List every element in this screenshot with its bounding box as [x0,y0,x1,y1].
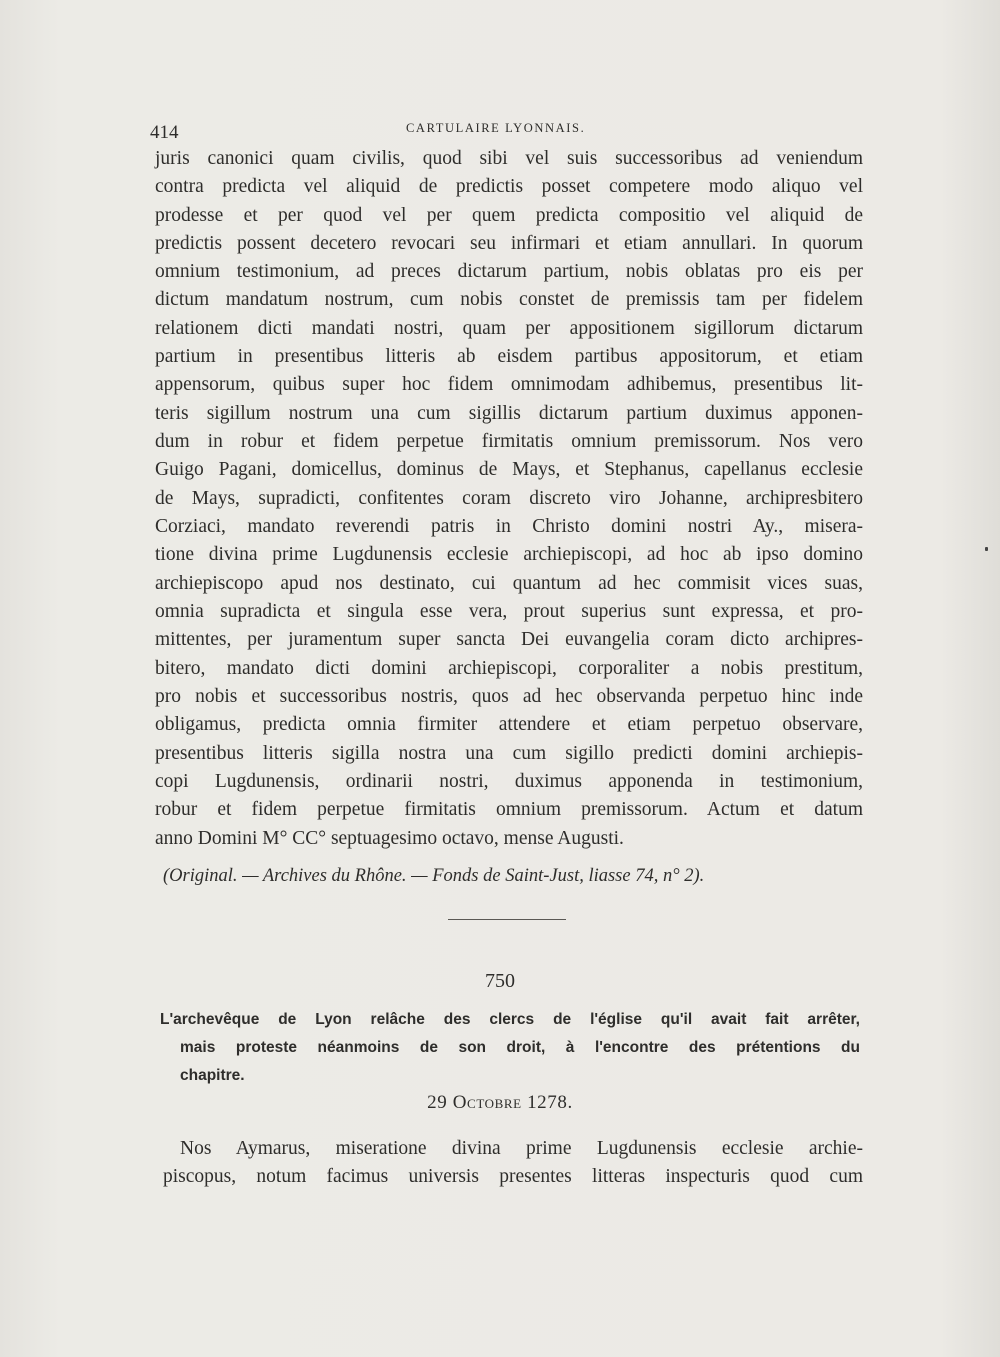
text-line: omnia supradicta et singula esse vera, prout superius sunt expressa, et pro- [155,601,863,622]
paper-speck [985,547,988,551]
text-line: de Mays, supradicti, confitentes coram discreto viro Johanne, archipresbitero [155,488,863,509]
text-line: copi Lugdunensis, ordinarii nostri, duximus apponenda in testimonium, [155,771,863,792]
section-divider [448,919,566,920]
text-line: mittentes, per juramentum super sancta Dei euvangelia coram dicto archipres- [155,629,863,650]
date-year: 1278. [527,1092,573,1113]
summary-line: chapitre. [180,1067,245,1084]
text-line: bitero, mandato dicti domini archiepiscopi, corporaliter a nobis prestitum, [155,658,863,679]
text-line: pro nobis et successoribus nostris, quos ad hec observanda perpetuo hinc inde [155,686,863,707]
running-title: CARTULAIRE LYONNAIS. [406,121,586,135]
text-line: tione divina prime Lugdunensis ecclesie archiepiscopi, ad hoc ab ipso domino [155,544,863,565]
text-line: contra predicta vel aliquid de predictis posset competere modo aliquo vel [155,176,863,197]
text-line: anno Domini M° CC° septuagesimo octavo, mense Augusti. [155,828,624,849]
text-line: appensorum, quibus super hoc fidem omnimodam adhibemus, presentibus lit- [155,374,863,395]
text-line: presentibus litteris sigilla nostra una cum sigillo predicti domini archiepis- [155,743,863,764]
source-note: (Original. — Archives du Rhône. — Fonds de Saint-Just, liasse 74, n° 2). [163,866,705,886]
text-line: omnium testimonium, ad preces dictarum partium, nobis oblatas pro eis per [155,261,863,282]
summary-line: L'archevêque de Lyon relâche des clercs de l'église qu'il avait fait arrêter, [160,1011,860,1028]
date-month: Octobre [452,1092,522,1113]
text-line: Nos Aymarus, miseratione divina prime Lugdunensis ecclesie archie- [180,1138,863,1159]
document-number: 750 [485,970,515,992]
text-line: obligamus, predicta omnia firmiter attendere et etiam perpetuo observare, [155,714,863,735]
text-line: archiepiscopo apud nos destinato, cui quantum ad hec commisit vices suas, [155,573,863,594]
text-line: Corziaci, mandato reverendi patris in Christo domini nostri Ay., misera- [155,516,863,537]
text-line: juris canonici quam civilis, quod sibi vel suis successoribus ad veniendum [155,148,863,169]
text-line: Guigo Pagani, domicellus, dominus de Mays, et Stephanus, capellanus ecclesie [155,459,863,480]
text-line: robur et fidem perpetue firmitatis omnium premissorum. Actum et datum [155,799,863,820]
text-line: dum in robur et fidem perpetue firmitatis omnium premissorum. Nos vero [155,431,863,452]
text-line: partium in presentibus litteris ab eisdem partibus appositorum, et etiam [155,346,863,367]
date-day: 29 [427,1092,448,1113]
document-date [0,1092,1000,1114]
text-line: predictis possent decetero revocari seu infirmari et etiam annullari. In quorum [155,233,863,254]
text-line: prodesse et per quod vel per quem predicta compositio vel aliquid de [155,205,863,226]
text-line: teris sigillum nostrum una cum sigillis dictarum partium duximus apponen- [155,403,863,424]
text-line: piscopus, notum facimus universis presentes litteras inspecturis quod cum [163,1166,863,1187]
page-header [150,118,866,142]
summary-line: mais proteste néanmoins de son droit, à l'encontre des prétentions du [180,1039,860,1056]
text-line: dictum mandatum nostrum, cum nobis constet de premissis tam per fidelem [155,289,863,310]
page-number: 414 [150,122,179,143]
text-line: relationem dicti mandati nostri, quam per appositionem sigillorum dictarum [155,318,863,339]
